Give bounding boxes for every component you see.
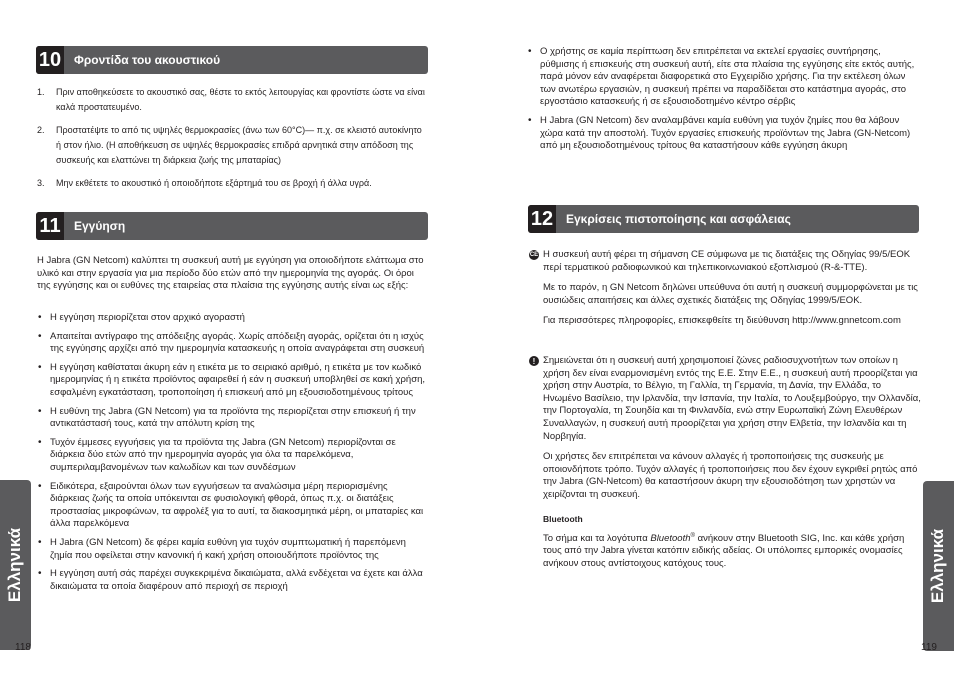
bluetooth-paragraph: Το σήμα και τα λογότυπα Bluetooth® ανήκουν στην Bluetooth SIG, Inc. και κάθε χρήση τους από την Jabra γίνεται κατόπιν ειδικής αδείας. Οι υπόλοιπες εμπορικές ονομασίες ανήκουν στους αντίστοιχους κατόχους τους. bbox=[543, 532, 905, 569]
warranty-intro: Η Jabra (GN Netcom) καλύπτει τη συσκευή αυτή με εγγύηση για οποιοδήποτε ελάττωμα στο υλικό και στην εργασία για μια περίοδο δύο ετών από την ημερομηνία της αγοράς. Οι όροι της εγγύησης και οι ευθύνες της εταιρείας στα πλαίσια της εγγύησης αυτής είναι ως εξής: bbox=[37, 255, 424, 292]
section-10-header bbox=[36, 46, 428, 74]
language-tab: Ελληνικά bbox=[0, 480, 31, 650]
ce-block bbox=[529, 249, 921, 336]
list-item: • Η εγγύηση αυτή σάς παρέχει συγκεκριμένα δικαιώματα, αλλά ενδέχεται να έχετε και άλλα δικαιώματα τα οποία διαφέρουν από περιοχή σε περιοχή bbox=[38, 568, 423, 592]
list-item: 3. Μην εκθέτετε το ακουστικό ή οποιοδήποτε εξάρτημά του σε βροχή ή άλλα υγρά. bbox=[37, 178, 372, 188]
warranty-list-continued bbox=[527, 46, 915, 159]
list-item: • Η Jabra (GN Netcom) δε φέρει καμία ευθύνη για τυχόν συμπτωματική ή παρεπόμενη ζημία που οφείλεται στην κανονική ή κακή χρήση οποιουδήποτε προϊόντος της bbox=[38, 536, 406, 561]
section-title: Φροντίδα του ακουστικού bbox=[74, 53, 221, 67]
section-title: Εγγύηση bbox=[74, 219, 126, 233]
care-list bbox=[37, 85, 427, 199]
section-number: 10 bbox=[36, 46, 64, 74]
ce-paragraph: Η συσκευή αυτή φέρει τη σήμανση CE σύμφωνα με τις διατάξεις της Οδηγίας 99/5/ΕΟΚ περί τερματικού ραδιοφωνικού και τηλεπικοινωνιακού εξοπλισμού (R-&-TTE). bbox=[543, 249, 911, 273]
language-tab: Ελληνικά bbox=[923, 481, 954, 651]
warning-paragraph: Σημειώνεται ότι η συσκευή αυτή χρησιμοποιεί ζώνες ραδιοσυχνοτήτων των οποίων η χρήση δεν είναι εναρμονισμένη εντός της Ε.Ε. Στην Ε.Ε., η συσκευή αυτή προορίζεται για χρήση στην Αυστρία, το Βέλγιο, τη Γαλλία, τη Γερμανία, τη Δανία, την Ελλάδα, το Ηνωμένο Βασίλειο, την Ιρλανδία, την Ισπανία, την Ιταλία, το Λουξεμβούργο, την Ολλανδία, την Πορτογαλία, τη Σουηδία και τη Φινλανδία, ενώ στην Ευρωπαϊκή Ζώνη Ελευθέρων Συναλλαγών, η συσκευή αυτή προορίζεται για χρήση στην Ελβετία, την Ισλανδία και τη Νορβηγία. bbox=[543, 355, 921, 442]
section-title: Εγκρίσεις πιστοποίησης και ασφάλειας bbox=[566, 212, 791, 226]
section-number: 11 bbox=[36, 212, 64, 240]
list-item: • Ο χρήστης σε καμία περίπτωση δεν επιτρέπεται να εκτελεί εργασίες συντήρησης, ρύθμισης ή επισκευής στη συσκευή αυτή, είτε στα πλαίσια της εγγύησης είτε εκτός αυτής, παρά μόνον εάν αναφέρεται διαφορετικά στο Εγχειρίδιο χρήσης. Για την εκτέλεση όλων των ανωτέρω εργασιών, η συσκευή πρέπει να παραδίδεται στο κατάστημα αγοράς, στο εργοστάσιο κατασκευής ή σε εξουσιοδοτημένο κέντρο σέρβις bbox=[528, 46, 915, 108]
list-item: 1. Πριν αποθηκεύσετε το ακουστικό σας, θέστε το εκτός λειτουργίας και φροντίστε ώστε να είναι καλά προστατευμένο. bbox=[37, 87, 425, 112]
warning-block bbox=[529, 355, 921, 578]
page-number: 118 bbox=[15, 642, 31, 653]
section-number: 12 bbox=[528, 205, 556, 233]
list-item: • Η εγγύηση καθίσταται άκυρη εάν η ετικέτα με το σειριακό αριθμό, η ετικέτα με τον κωδικό ημερομηνίας ή η ετικέτα προϊόντος αφαιρεθεί ή εάν η συσκευή υποβληθεί σε κακή χρήση, εσφαλμένη εγκατάσταση, τροποποίηση ή επισκευή από μη εξουσιοδοτημένους τρίτους bbox=[38, 361, 426, 398]
section-11-header bbox=[36, 212, 428, 240]
list-item: • Η εγγύηση περιορίζεται στον αρχικό αγοραστή bbox=[38, 312, 245, 323]
right-page bbox=[477, 0, 954, 687]
ce-mark-icon: CE bbox=[529, 252, 539, 258]
page-number: 119 bbox=[921, 642, 937, 653]
ce-paragraph: Για περισσότερες πληροφορίες, επισκεφθείτε τη διεύθυνση http://www.gnnetcom.com bbox=[543, 315, 901, 327]
list-item: • Ειδικότερα, εξαιρούνται όλων των εγγυήσεων τα αναλώσιμα μέρη περιορισμένης διάρκειας ζωής τα οποία υπόκεινται σε φυσιολογική φθορά, όπως π.χ. οι διατάξεις προστασίας μικροφώνων, τα αφρολέξ για το αυτί, τα διακοσμητικά μέρη, οι μπαταρίες και άλλα παρελκόμενα bbox=[38, 480, 424, 530]
warning-icon: ! bbox=[529, 356, 539, 366]
warranty-list bbox=[37, 312, 429, 599]
bluetooth-heading: Bluetooth bbox=[543, 513, 583, 524]
list-item: • Τυχόν έμμεσες εγγυήσεις για τα προϊόντα της Jabra (GN Netcom) περιορίζονται σε διάρκεια δύο ετών από την ημερομηνία αγοράς για όλα τα παρελκόμενα, συμπεριλαμβανομένων των καλωδίων και των συνδέσμων bbox=[38, 436, 396, 473]
ce-paragraph: Με το παρόν, η GN Netcom δηλώνει υπεύθυνα ότι αυτή η συσκευή συμμορφώνεται με τις ουσιώδεις απαιτήσεις και άλλες σχετικές διατάξεις της Οδηγίας 1999/5/ΕΟΚ. bbox=[543, 282, 918, 306]
list-item: 2. Προστατέψτε το από τις υψηλές θερμοκρασίες (άνω των 60°C)— π.χ. σε κλειστό αυτοκίνητο ή στον ήλιο. (Η αποθήκευση σε υψηλές θερμοκρασίες επιδρά αρνητικά στην απόδοση της συσκευής και ελαττώνει τη διάρκεια ζωής της μπαταρίας) bbox=[37, 125, 422, 165]
list-item: • Απαιτείται αντίγραφο της απόδειξης αγοράς. Χωρίς απόδειξη αγοράς, ορίζεται ότι η ισχύς της εγγύησης αρχίζει από την ημερομηνία κατασκευής η οποία αναγράφεται στη συσκευή bbox=[38, 330, 425, 355]
list-item: • Η ευθύνη της Jabra (GN Netcom) για τα προϊόντα της περιορίζεται στην επισκευή ή την αντικατάστασή τους, κατά την απόλυτη κρίση της bbox=[38, 405, 416, 430]
list-item: • Η Jabra (GN Netcom) δεν αναλαμβάνει καμία ευθύνη για τυχόν ζημίες που θα λάβουν χώρα κατά την αποστολή. Τυχόν εργασίες επισκευής προϊόντων της Jabra (GN-Netcom) από μη εξουσιοδοτημένους τρίτους θα καταστήσουν κάθε εγγύηση άκυρη bbox=[528, 114, 911, 152]
warning-paragraph: Οι χρήστες δεν επιτρέπεται να κάνουν αλλαγές ή τροποποιήσεις της συσκευής με οποιονδήποτε τρόπο. Τυχόν αλλαγές ή τροποποιήσεις που δεν έχουν εγκριθεί ρητώς από την Jabra (GN-Netcom) θα καταστήσουν άκυρη την εξουσιοδότηση των χρηστών να χειρίζονται τη συσκευή. bbox=[543, 451, 918, 500]
section-12-header bbox=[528, 205, 919, 233]
